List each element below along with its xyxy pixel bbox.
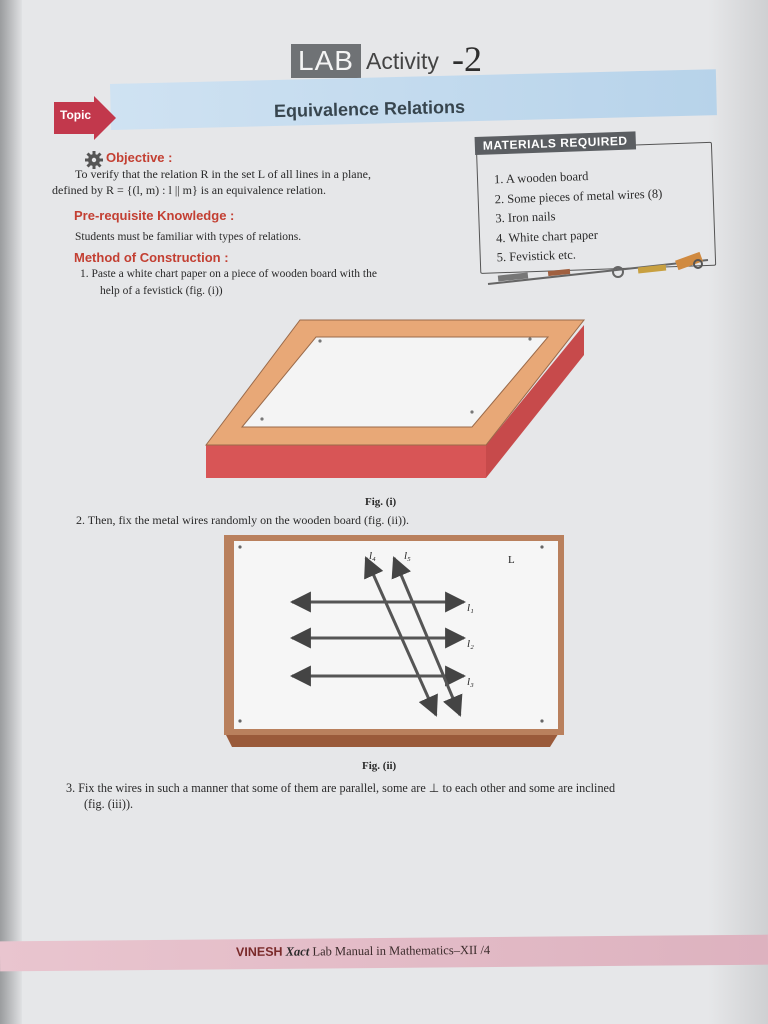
figure-1-board [200, 315, 590, 480]
nail [238, 719, 241, 722]
topic-label: Topic [60, 108, 92, 122]
materials-title: MATERIALS REQUIRED [475, 131, 636, 155]
step-1-line-1: 1. Paste a white chart paper on a piece of wooden board with the [80, 268, 377, 280]
nail [238, 545, 241, 548]
activity-number: -2 [452, 39, 482, 79]
footer-title: Lab Manual in Mathematics–XII /4 [309, 942, 491, 959]
step-3-line-2: (fig. (iii)). [84, 797, 134, 811]
method-heading: Method of Construction : [74, 250, 229, 265]
figure-2-caption: Fig. (ii) [362, 760, 397, 772]
label-l3: l₃ [467, 676, 474, 688]
nail [260, 417, 263, 420]
nail [528, 337, 531, 340]
objective-line-1: To verify that the relation R in the set L of all lines in a plane, [75, 167, 371, 181]
figure-2-board [224, 535, 569, 751]
footer-text [236, 943, 490, 960]
lab-badge: LAB [291, 44, 361, 78]
label-l4: l₄ [369, 550, 376, 562]
materials-item: 5. Fevistick etc. [496, 247, 577, 265]
board-side-front [206, 445, 486, 478]
label-set-L: L [508, 554, 515, 566]
nail [318, 339, 321, 342]
nail [540, 545, 543, 548]
nail [470, 410, 473, 413]
materials-item: 3. Iron nails [495, 209, 556, 226]
tools-illustration [468, 246, 718, 292]
materials-item: 1. A wooden board [493, 169, 589, 187]
label-l2: l₂ [467, 638, 474, 650]
objective-line-2: defined by R = {(l, m) : l || m} is an equivalence relation. [52, 183, 327, 197]
label-l1: l₁ [467, 602, 474, 614]
footer-xact: Xact [285, 944, 310, 959]
topic-title: Equivalence Relations [273, 96, 466, 122]
footer-brand: VINESH [235, 944, 283, 960]
prerequisite-text: Students must be familiar with types of relations. [75, 231, 302, 243]
step-3-line-1: 3. Fix the wires in such a manner that some of them are parallel, some are ⊥ to each other and some are inclined [66, 781, 616, 795]
label-l5: l₅ [404, 550, 411, 562]
objective-heading: Objective : [106, 150, 173, 165]
materials-item: 2. Some pieces of metal wires (8) [494, 186, 663, 206]
page-edge-shadow [708, 0, 768, 1024]
page-gutter-shadow [0, 0, 22, 1024]
prerequisite-heading: Pre-requisite Knowledge : [74, 208, 235, 223]
step-1-line-2: help of a fevistick (fig. (i)) [100, 285, 223, 297]
figure-1-caption: Fig. (i) [365, 496, 397, 508]
nail [540, 719, 543, 722]
materials-item: 4. White chart paper [495, 227, 599, 245]
chart-paper [234, 541, 558, 729]
step-2-text: 2. Then, fix the metal wires randomly on the wooden board (fig. (ii)). [76, 513, 410, 527]
activity-label: Activity [366, 48, 439, 74]
